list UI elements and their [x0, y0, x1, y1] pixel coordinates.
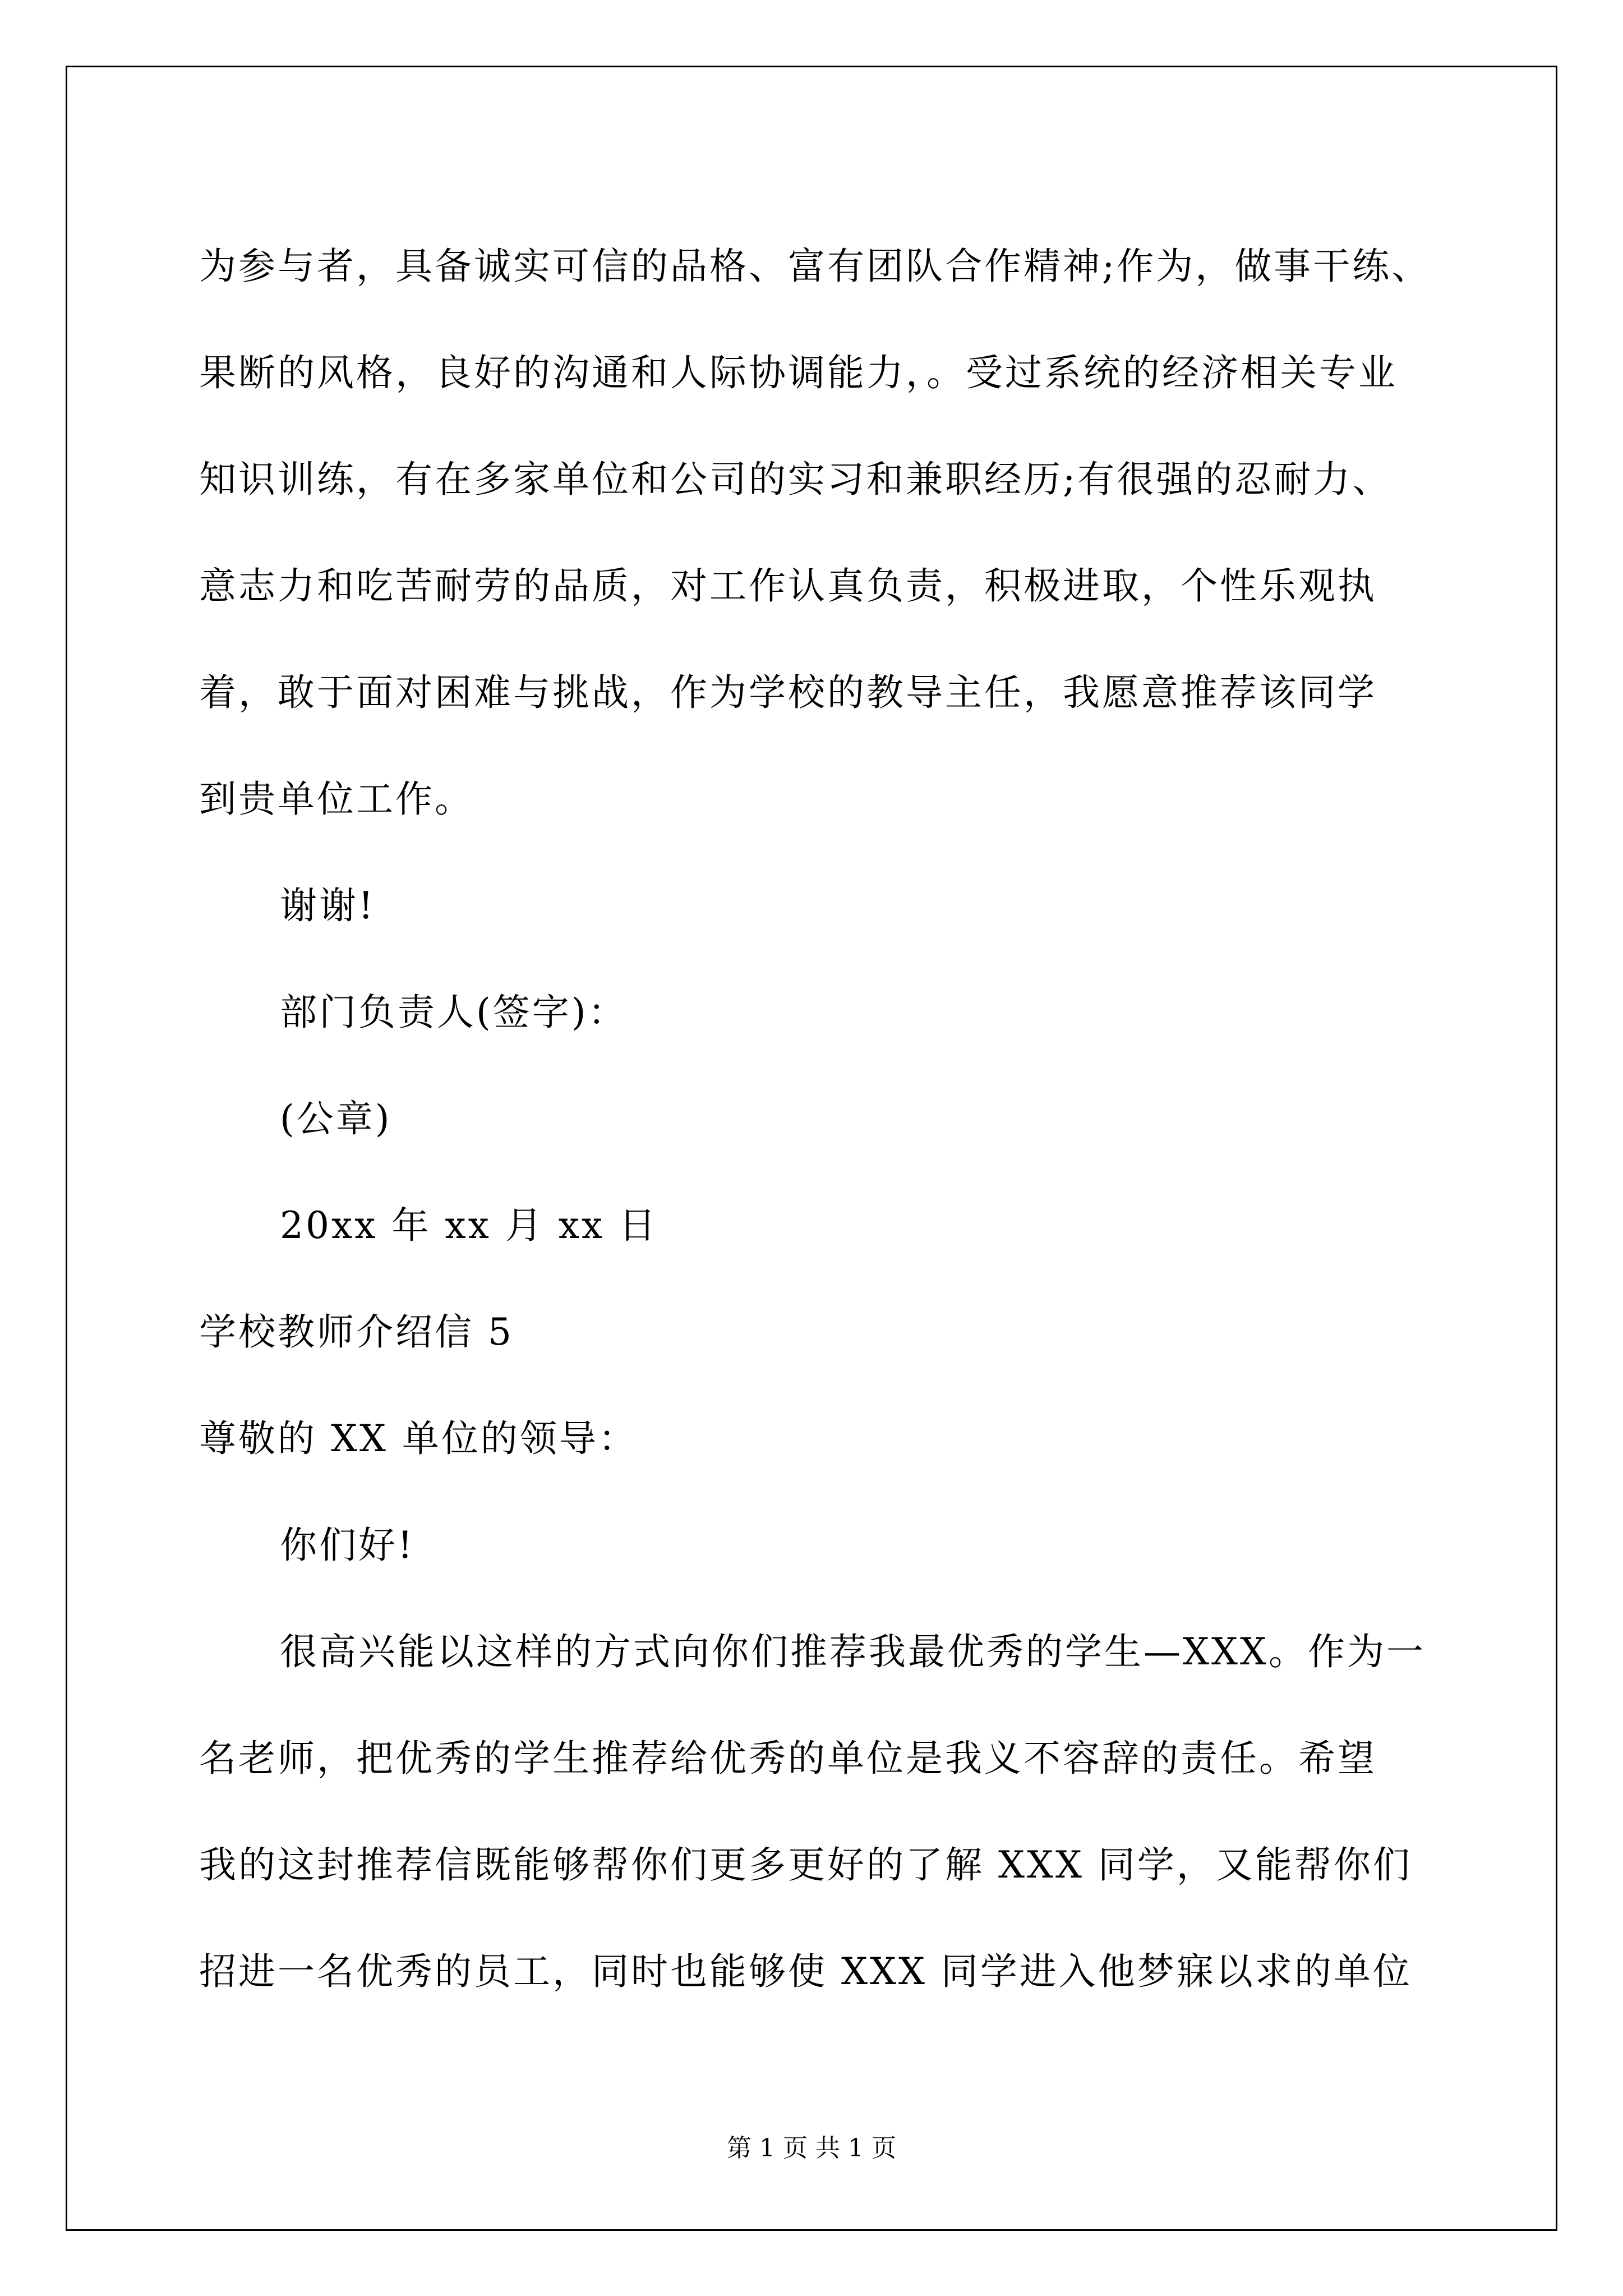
text-line: 知识训练，有在多家单位和公司的实习和兼职经历;有很强的忍耐力、: [199, 458, 1392, 501]
greeting: 你们好!: [280, 1524, 415, 1567]
text-line: 为参与者，具备诚实可信的品格、富有团队合作精神;作为，做事干练、: [199, 245, 1431, 288]
text-line: 果断的风格，良好的沟通和人际协调能力，。受过系统的经济相关专业: [199, 351, 1398, 394]
seal-line: (公章): [280, 1097, 392, 1140]
thanks-line: 谢谢!: [280, 884, 376, 927]
text-line: 名老师，把优秀的学生推荐给优秀的单位是我义不容辞的责任。希望: [199, 1737, 1377, 1780]
text-line: 到贵单位工作。: [199, 777, 474, 821]
date-line: 20xx 年 xx 月 xx 日: [280, 1204, 658, 1247]
section-title: 学校教师介绍信 5: [199, 1310, 514, 1354]
document-body: [199, 213, 1483, 2025]
text-line: 我的这封推荐信既能够帮你们更多更好的了解 XXX 同学，又能帮你们: [199, 1843, 1412, 1887]
text-line: 意志力和吃苦耐劳的品质，对工作认真负责，积极进取，个性乐观执: [199, 564, 1377, 608]
text-line: 很高兴能以这样的方式向你们推荐我最优秀的学生—XXX。作为一: [280, 1630, 1426, 1673]
salutation: 尊敬的 XX 单位的领导：: [199, 1417, 638, 1460]
text-line: 着，敢于面对困难与挑战，作为学校的教导主任，我愿意推荐该同学: [199, 671, 1377, 714]
page-footer: 第 1 页 共 1 页: [727, 2134, 896, 2162]
text-line: 招进一名优秀的员工，同时也能够使 XXX 同学进入他梦寐以求的单位: [199, 1950, 1412, 1993]
signature-line: 部门负责人(签字)：: [280, 991, 628, 1034]
